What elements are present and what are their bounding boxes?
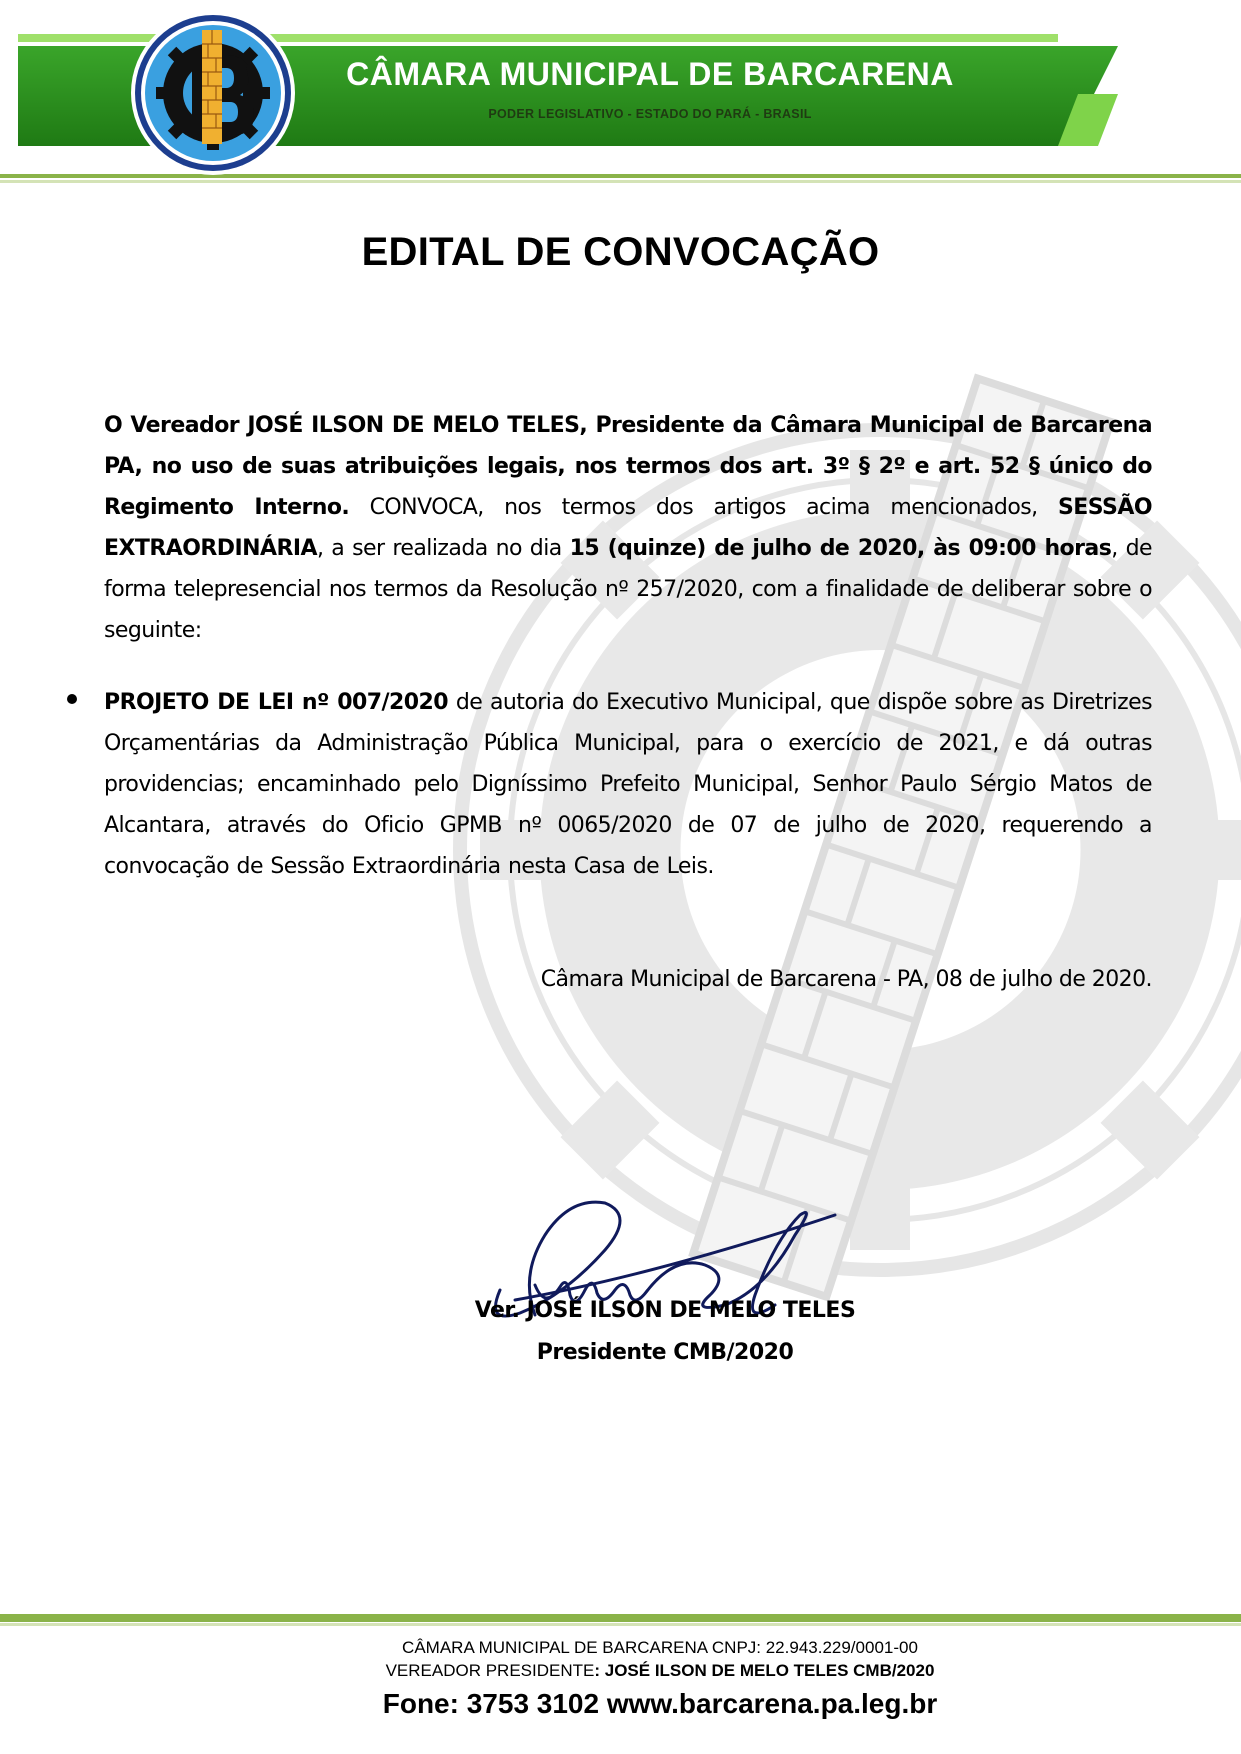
footer-president-name: JOSÉ ILSON DE MELO TELES CMB/2020 — [604, 1661, 935, 1680]
session-type: SESSÃO EXTRAORDINÁRIA — [104, 495, 1152, 561]
date-line: Câmara Municipal de Barcarena - PA, 08 de julho de 2020. — [540, 967, 1152, 992]
footer-president: VEREADOR PRESIDENTE: JOSÉ ILSON DE MELO TELES CMB/2020 — [385, 1661, 935, 1680]
header-title: CÂMARA MUNICIPAL DE BARCARENA — [346, 56, 954, 92]
footer-rule-light — [0, 1623, 1241, 1626]
footer-rule — [0, 1614, 1241, 1622]
bill-number: PROJETO DE LEI nº 007/2020 — [104, 690, 449, 715]
bullet-icon — [67, 694, 77, 704]
header-rule-light — [0, 180, 1241, 183]
signer-name: Ver. JOSÉ ILSON DE MELO TELES — [474, 1298, 856, 1323]
footer-contact: Fone: 3753 3102 www.barcarena.pa.leg.br — [382, 1688, 938, 1719]
signer-role: Presidente CMB/2020 — [536, 1340, 794, 1365]
footer-cnpj: CÂMARA MUNICIPAL DE BARCARENA CNPJ: 22.943.229/0001-00 — [402, 1638, 918, 1657]
session-datetime: 15 (quinze) de julho de 2020, às 09:00 horas — [569, 536, 1112, 561]
agenda-item: PROJETO DE LEI nº 007/2020 de autoria do Executivo Municipal, que dispõe sobre as Diretrizes Orçamentárias da Administração Pública Municipal, para o exercício de 2021, e dá outras providencias; encaminhado pelo Digníssimo Prefeito Municipal, Senhor Paulo Sérgio Matos de Alcantara, através do Oficio GPMB nº 0065/2020 de 07 de julho de 2020, requerendo a convocação de Sessão Extraordinária nesta Casa de Leis. — [104, 690, 1152, 879]
header-subtitle: PODER LEGISLATIVO - ESTADO DO PARÁ - BRASIL — [488, 107, 812, 121]
convocation-paragraph: O Vereador JOSÉ ILSON DE MELO TELES, Presidente da Câmara Municipal de Barcarena PA, no uso de suas atribuições legais, nos termos dos art. 3º § 2º e art. 52 § único do Regimento Interno. CONVOCA, nos termos dos artigos acima mencionados, SESSÃO EXTRAORDINÁRIA, a ser realizada no dia 15 (quinze) de julho de 2020, às 09:00 horas, de forma telepresencial nos termos da Resolução nº 257/2020, com a finalidade de deliberar sobre o seguinte: — [104, 413, 1152, 643]
camara-logo — [130, 10, 296, 176]
convocation-authority: O Vereador JOSÉ ILSON DE MELO TELES, Presidente da Câmara Municipal de Barcarena PA, no uso de suas atribuições legais, nos termos dos art. 3º § 2º e art. 52 § único do Regimento Interno. — [104, 413, 1152, 520]
document-title: EDITAL DE CONVOCAÇÃO — [361, 230, 880, 274]
